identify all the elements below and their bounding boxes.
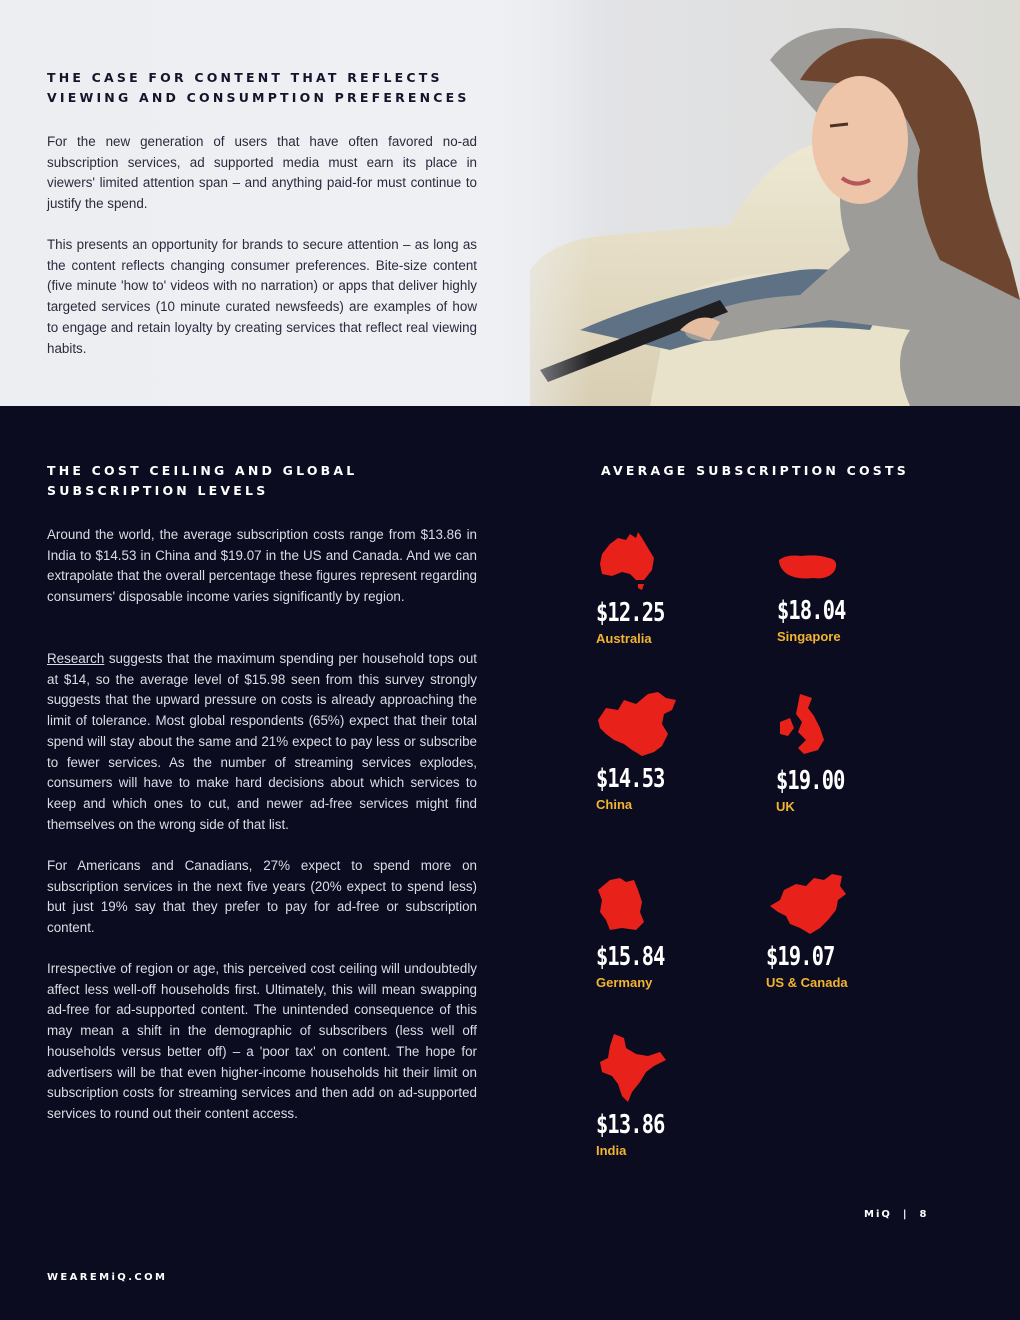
cost-ceiling-heading-line1: THE COST CEILING AND GLOBAL	[47, 463, 358, 478]
country-singapore	[777, 550, 937, 646]
country-uk	[776, 692, 936, 816]
intro-heading-line2: VIEWING AND CONSUMPTION PREFERENCES	[47, 90, 470, 105]
intro-paragraph-1: For the new generation of users that have often favored no-ad subscription services, ad supported media must earn its place in viewers' limited attention span – and anything paid-for must continue to justify the spend.	[47, 134, 477, 212]
country-australia	[596, 528, 756, 648]
label-us-canada: US & Canada	[766, 975, 848, 990]
price-india: $13.86	[596, 1110, 665, 1140]
website-link[interactable]: WEAREMiQ.COM	[47, 1272, 168, 1283]
price-australia: $12.25	[596, 598, 665, 628]
cost-ceiling-heading	[47, 461, 477, 501]
singapore-map-icon	[777, 550, 841, 582]
china-map-icon	[596, 690, 680, 760]
price-china: $14.53	[596, 764, 665, 794]
intro-paragraph-2: This presents an opportunity for brands to secure attention – as long as the content reflects changing consumer preferences. Bite-size content (five minute 'how to' videos with no narration) or apps that deliver highly targeted services (10 minute curated newsfeeds) are examples of how to engage and retain loyalty by creating services that reflect real viewing habits.	[47, 237, 477, 356]
country-india	[596, 1032, 756, 1160]
cost-ceiling-heading-block	[47, 461, 477, 501]
australia-map-icon	[596, 528, 660, 592]
intro-heading-line1: THE CASE FOR CONTENT THAT REFLECTS	[47, 70, 443, 85]
label-germany: Germany	[596, 975, 653, 990]
price-us-canada: $19.07	[766, 942, 835, 972]
cost-ceiling-heading-line2: SUBSCRIPTION LEVELS	[47, 483, 269, 498]
price-uk: $19.00	[776, 766, 845, 796]
price-germany: $15.84	[596, 942, 665, 972]
page-number: MiQ | 8	[864, 1209, 929, 1220]
label-uk: UK	[776, 799, 795, 814]
germany-map-icon	[596, 876, 646, 932]
cost-ceiling-paragraph-4: Irrespective of region or age, this perceived cost ceiling will undoubtedly affect less well-off households first. Ultimately, this will mean swapping ad-free for ad-supported content. The unintended consequence of this may mean a shift in the demographic of subscribers (less well off households versus better off) – a 'poor tax' on content. The hope for advertisers will be that even higher-income households hit their limit on subscription costs for streaming services and then add on ad-supported services to round out their content access.	[47, 961, 477, 1121]
label-china: China	[596, 797, 633, 812]
costs-title: AVERAGE SUBSCRIPTION COSTS	[601, 463, 909, 478]
cost-ceiling-paragraph-1: Around the world, the average subscription costs range from $13.86 in India to $14.53 in China and $19.07 in the US and Canada. And we can extrapolate that the overall percentage these figures represent regarding consumers' disposable income varies significantly by region.	[47, 527, 477, 605]
research-link[interactable]: Research	[47, 651, 105, 666]
cost-ceiling-paragraph-3: For Americans and Canadians, 27% expect to spend more on subscription services in the next five years (20% expect to spend less) but just 19% say that they prefer to pay for ad-free or subscription content.	[47, 858, 477, 936]
cost-ceiling-paragraph-2	[47, 649, 477, 835]
price-singapore: $18.04	[777, 596, 846, 626]
us-canada-map-icon	[766, 870, 848, 936]
india-map-icon	[596, 1032, 668, 1104]
cost-ceiling-paragraph-2-text: suggests that the maximum spending per household tops out at $14, so the average level of $15.98 seen from this survey strongly suggests that the upward pressure on costs is already approaching the limit of tolerance. Most global respondents (65%) expect that their total spend will stay about the same and 21% expect to pay less or subscribe to fewer services. As the number of streaming services explodes, consumers will have to make hard decisions about which services to keep and which ones to cut, and newer ad-free services might find themselves on the wrong side of that list.	[47, 651, 477, 832]
country-germany	[596, 876, 756, 992]
label-australia: Australia	[596, 631, 652, 646]
uk-map-icon	[776, 692, 828, 762]
woman-watching-tv-photo	[470, 0, 1020, 406]
label-singapore: Singapore	[777, 629, 841, 644]
country-china	[596, 690, 756, 814]
label-india: India	[596, 1143, 627, 1158]
intro-section	[0, 0, 1020, 406]
country-us-canada	[766, 870, 926, 992]
intro-heading	[47, 68, 477, 108]
